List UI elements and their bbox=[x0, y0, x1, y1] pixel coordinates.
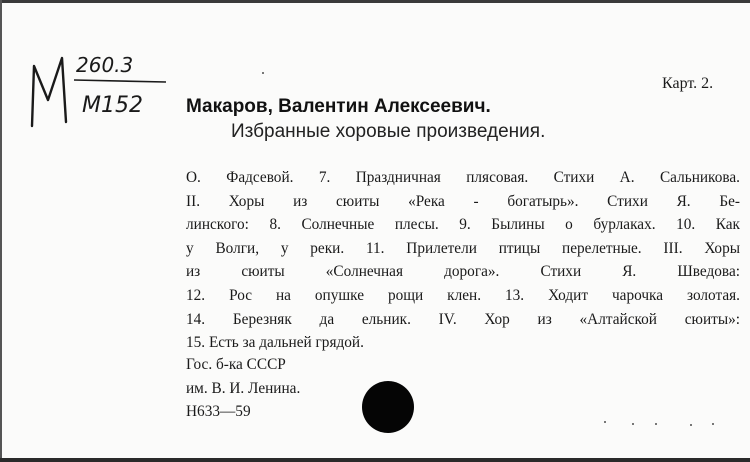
paper-speck bbox=[712, 423, 714, 425]
card-left-edge bbox=[0, 0, 2, 462]
handwritten-shelf-mark bbox=[26, 48, 176, 138]
card-code: Н633—59 bbox=[186, 403, 251, 421]
shelf-mark-rule bbox=[74, 80, 166, 82]
contents-line: 15. Есть за дальней грядой. bbox=[186, 334, 364, 352]
shelf-mark-letter-stroke bbox=[32, 58, 66, 126]
card-top-edge bbox=[0, 0, 750, 3]
contents-line: II. Хоры из сюиты «Река - богатырь». Стихи Я. Бе- bbox=[186, 192, 740, 210]
contents-line: 14. Березняк да ельник. IV. Хор из «Алтайской сюиты»: bbox=[186, 310, 740, 328]
card-number: Карт. 2. bbox=[662, 75, 714, 92]
paper-speck bbox=[262, 72, 264, 74]
paper-speck bbox=[655, 423, 657, 425]
paper-speck bbox=[632, 423, 634, 425]
punch-hole bbox=[362, 381, 414, 433]
paper-speck bbox=[690, 424, 692, 426]
contents-line: линского: 8. Солнечные плесы. 9. Былины о бурлаках. 10. Как bbox=[186, 216, 740, 234]
contents-line: 12. Рос на опушке рощи клен. 13. Ходит чарочка золотая. bbox=[186, 286, 740, 304]
shelf-mark-bottom: M152 bbox=[82, 93, 143, 118]
contents-line: О. Фадсевой. 7. Праздничная плясовая. Стихи А. Сальникова. bbox=[186, 169, 740, 186]
shelf-mark-top: 260.3 bbox=[76, 53, 134, 77]
library-name: Гос. б-ка СССР bbox=[186, 356, 286, 373]
card-bottom-edge bbox=[0, 458, 750, 462]
contents-line: из сюиты «Солнечная дорога». Стихи Я. Шведова: bbox=[186, 263, 740, 281]
contents-line: у Волги, у реки. 11. Прилетели птицы перелетные. III. Хоры bbox=[186, 239, 740, 257]
work-title: Избранные хоровые произведения. bbox=[231, 121, 546, 142]
library-dedication: им. В. И. Ленина. bbox=[186, 379, 301, 397]
contents-block bbox=[186, 166, 740, 355]
library-imprint bbox=[186, 353, 300, 424]
paper-speck bbox=[604, 421, 606, 423]
author-heading: Макаров, Валентин Алексеевич. bbox=[186, 96, 491, 117]
